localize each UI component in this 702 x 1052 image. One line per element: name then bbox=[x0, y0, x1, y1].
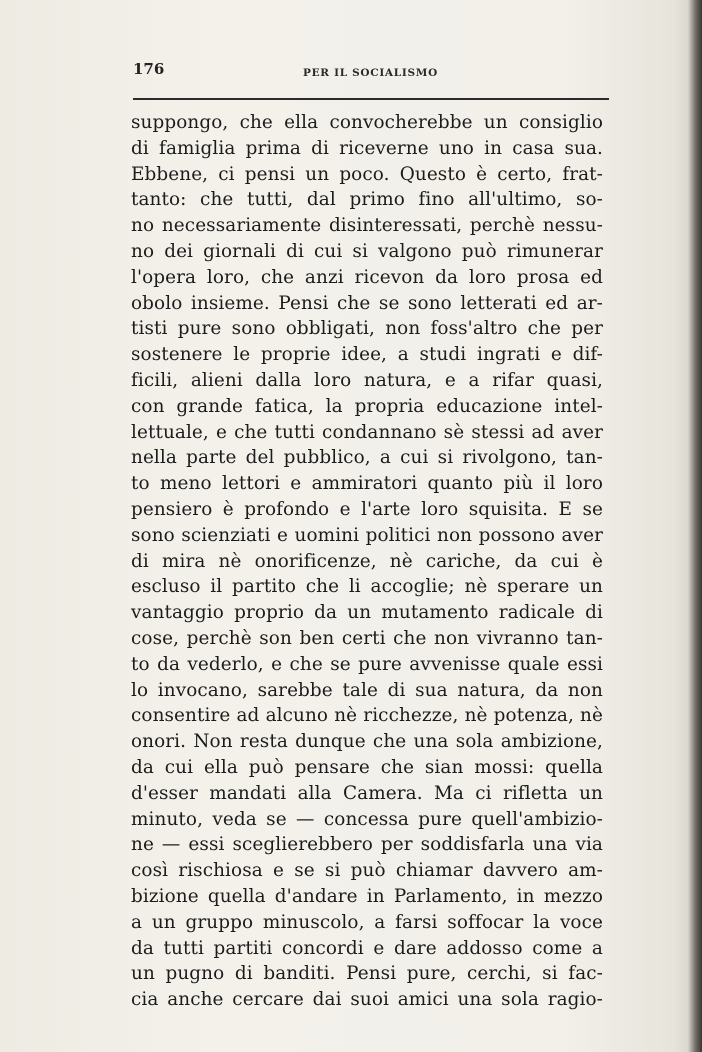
text-line: di famiglia prima di riceverne uno in casa sua. bbox=[131, 137, 603, 159]
text-line: un pugno di banditi. Pensi pure, cerchi, si fac- bbox=[131, 963, 603, 985]
body-text bbox=[131, 110, 603, 1013]
text-line: con grande fatica, la propria educazione intel- bbox=[131, 395, 603, 417]
text-line: sostenere le proprie idee, a studi ingrati e dif- bbox=[131, 344, 603, 366]
text-line: nella parte del pubblico, a cui si rivolgono, tan- bbox=[131, 447, 603, 469]
text-line: l'opera loro, che anzi ricevon da loro prosa ed bbox=[131, 266, 603, 288]
text-line: to da vederlo, e che se pure avvenisse quale essi bbox=[131, 653, 603, 675]
text-line: bizione quella d'andare in Parlamento, in mezzo bbox=[131, 885, 603, 907]
text-line: tanto: che tutti, dal primo fino all'ultimo, so- bbox=[131, 189, 603, 211]
text-line: minuto, veda se — concessa pure quell'ambizio- bbox=[131, 808, 603, 830]
text-line: escluso il partito che li accoglie; nè sperare un bbox=[131, 576, 603, 598]
text-line: di mira nè onorificenze, nè cariche, da cui è bbox=[131, 550, 603, 572]
text-line: obolo insieme. Pensi che se sono letterati ed ar- bbox=[131, 292, 603, 314]
header-rule bbox=[133, 98, 609, 100]
text-line: così rischiosa e se si può chiamar davvero am- bbox=[131, 860, 603, 882]
text-line: no necessariamente disinteressati, perchè nessu- bbox=[131, 215, 603, 237]
text-line: consentire ad alcuno nè ricchezze, nè potenza, nè bbox=[131, 705, 603, 727]
text-line: vantaggio proprio da un mutamento radicale di bbox=[131, 602, 603, 624]
text-line: no dei giornali di cui si valgono può rimunerar bbox=[131, 240, 603, 262]
text-line: lettuale, e che tutti condannano sè stessi ad aver bbox=[131, 421, 603, 443]
text-line: to meno lettori e ammiratori quanto più il loro bbox=[131, 473, 603, 495]
text-line: da cui ella può pensare che sian mossi: quella bbox=[131, 756, 603, 778]
text-line: suppongo, che ella convocherebbe un consiglio bbox=[131, 112, 603, 133]
text-line: ficili, alieni dalla loro natura, e a rifar quasi, bbox=[131, 369, 603, 391]
text-line: cia anche cercare dai suoi amici una sola ragio- bbox=[131, 989, 603, 1011]
page-edge-shadow bbox=[688, 0, 702, 1052]
text-line: lo invocano, sarebbe tale di sua natura, da non bbox=[131, 679, 603, 701]
text-line: ne — essi sceglierebbero per soddisfarla una via bbox=[131, 834, 603, 856]
text-line: da tutti partiti concordi e dare addosso come a bbox=[131, 937, 603, 959]
text-line: d'esser mandati alla Camera. Ma ci rifletta un bbox=[131, 782, 603, 804]
text-line: pensiero è profondo e l'arte loro squisita. E se bbox=[131, 498, 603, 520]
running-title: PER IL SOCIALISMO bbox=[303, 67, 438, 79]
text-line: a un gruppo minuscolo, a farsi soffocar la voce bbox=[131, 911, 603, 933]
text-line: cose, perchè son ben certi che non vivranno tan- bbox=[131, 627, 603, 649]
text-line: Ebbene, ci pensi un poco. Questo è certo, frat- bbox=[131, 163, 603, 185]
text-line: onori. Non resta dunque che una sola ambizione, bbox=[131, 731, 603, 753]
text-line: sono scienziati e uomini politici non possono aver bbox=[131, 524, 603, 546]
page-header bbox=[133, 60, 609, 84]
page-number: 176 bbox=[133, 60, 165, 78]
text-line: tisti pure sono obbligati, non foss'altro che per bbox=[131, 318, 603, 340]
